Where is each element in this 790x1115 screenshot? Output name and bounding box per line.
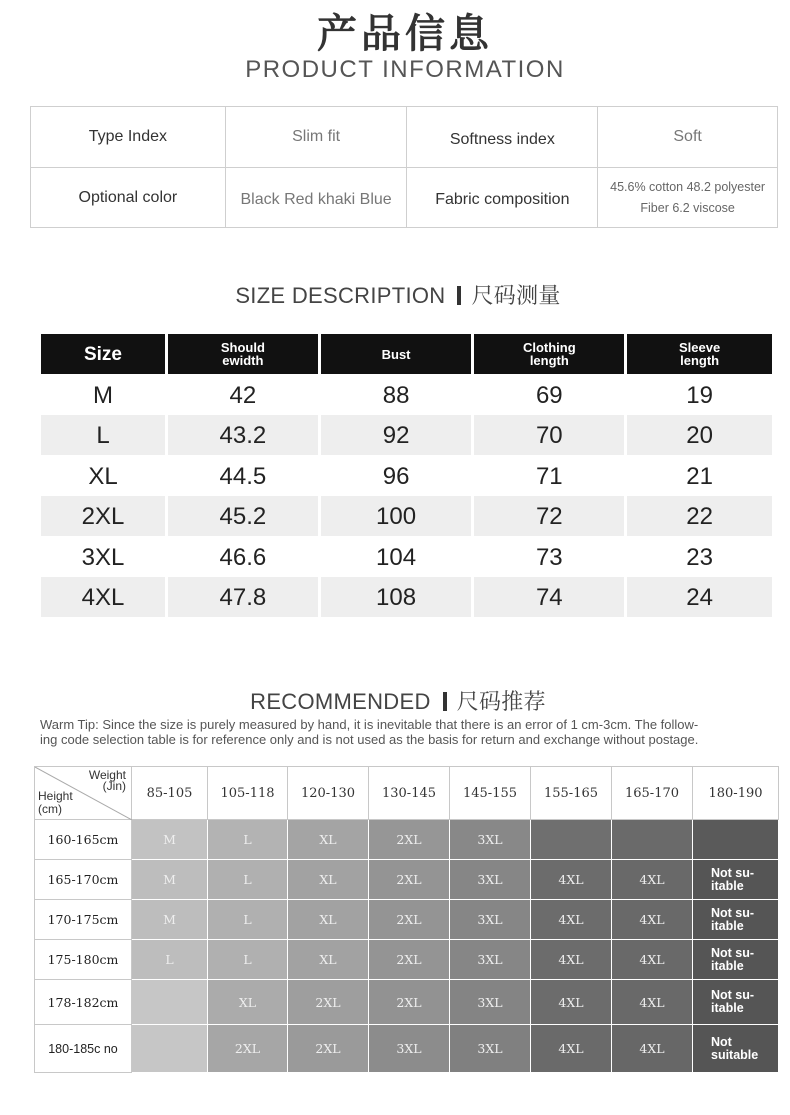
info-label-type-index: Type Index <box>31 107 226 168</box>
recommended-title-en: RECOMMENDED <box>250 689 431 714</box>
not-suitable-line-2: itable <box>711 918 744 933</box>
recommendation-row <box>35 980 779 1025</box>
recommendation-row <box>35 1025 779 1073</box>
size-row-m <box>41 374 772 415</box>
recommended-size-cell: 2XL <box>369 900 450 940</box>
corner-cm-label: (cm) <box>38 802 62 816</box>
size-description-heading <box>0 279 790 310</box>
info-row <box>31 168 778 228</box>
shoulder-cell: 42 <box>229 381 257 409</box>
recommended-size-cell: XL <box>288 900 369 940</box>
recommended-size-cell: XL <box>288 860 369 900</box>
header-shoulder-line-1: Should <box>220 340 265 355</box>
not-suitable-cell <box>693 860 779 900</box>
info-value-type-index: Slim fit <box>225 107 407 168</box>
recommended-size-cell: 2XL <box>369 980 450 1025</box>
size-description-title-cn: 尺码测量 <box>471 284 561 309</box>
sleeve-cell: 24 <box>627 577 772 618</box>
recommended-size-cell: 4XL <box>612 860 693 900</box>
header-length-line-1: Clothing <box>522 340 576 355</box>
warm-tip <box>40 717 785 747</box>
weight-header-row <box>35 767 779 820</box>
recommended-size-cell: 2XL <box>208 1025 288 1073</box>
weight-header: 85-105 <box>132 767 208 820</box>
recommended-size-cell: 3XL <box>369 1025 450 1073</box>
not-suitable-line-1: Not su- <box>711 945 755 960</box>
recommended-size-cell <box>132 980 208 1025</box>
info-label-fabric-composition: Fabric composition <box>407 168 598 228</box>
not-suitable-line-2: suitable <box>711 1047 759 1062</box>
not-suitable-line-2: itable <box>711 1001 744 1015</box>
corner-cell <box>35 767 132 820</box>
recommended-size-cell: 4XL <box>612 940 693 980</box>
recommended-heading <box>0 685 790 716</box>
recommended-size-cell: 2XL <box>288 980 369 1025</box>
recommended-size-cell: 3XL <box>450 980 531 1025</box>
bust-cell: 96 <box>382 462 410 490</box>
size-cell: XL <box>88 462 118 490</box>
not-suitable-line-1: Not su- <box>711 988 755 1002</box>
shoulder-cell: 43.2 <box>168 415 318 456</box>
sleeve-cell: 21 <box>686 462 713 490</box>
shoulder-cell: 44.5 <box>219 462 267 490</box>
weight-header: 120-130 <box>288 767 369 820</box>
length-cell: 74 <box>474 577 624 618</box>
weight-header: 155-165 <box>531 767 612 820</box>
weight-header: 145-155 <box>450 767 531 820</box>
recommended-size-cell: 3XL <box>450 940 531 980</box>
not-suitable-line-2: itable <box>711 958 744 973</box>
recommendation-row <box>35 820 779 860</box>
sleeve-cell: 23 <box>686 543 713 571</box>
not-suitable-cell <box>693 940 779 980</box>
not-suitable-line-2: itable <box>711 878 744 893</box>
height-label: 165-170cm <box>35 860 132 900</box>
warm-tip-line-2: ing code selection table is for reference only and is not used as the basis for return and exchange without postage. <box>40 732 699 747</box>
info-label-softness-index: Softness index <box>407 107 598 168</box>
sleeve-cell: 22 <box>627 496 772 537</box>
size-row-3xl <box>41 536 772 577</box>
recommended-size-cell: XL <box>288 940 369 980</box>
recommended-size-cell: 3XL <box>450 900 531 940</box>
height-label: 180-185c no <box>35 1025 132 1073</box>
recommended-size-cell: 2XL <box>288 1025 369 1073</box>
recommended-size-cell: 3XL <box>450 1025 531 1073</box>
corner-weight-label: Weight <box>88 768 126 782</box>
height-label: 160-165cm <box>35 820 132 860</box>
not-suitable-cell <box>693 980 779 1025</box>
length-cell: 73 <box>535 543 563 571</box>
recommended-size-cell: 2XL <box>369 940 450 980</box>
shoulder-cell: 45.2 <box>168 496 318 537</box>
corner-jin-label: (Jin) <box>102 779 126 793</box>
recommended-size-cell: L <box>132 940 208 980</box>
header-sleeve-line-2: length <box>680 353 720 368</box>
recommended-size-cell: L <box>208 940 288 980</box>
length-cell: 69 <box>535 381 563 409</box>
product-info-table <box>30 106 778 228</box>
weight-header: 105-118 <box>208 767 288 820</box>
header-clothing-length <box>474 334 624 374</box>
recommended-size-cell: 4XL <box>531 860 612 900</box>
size-table-header <box>41 334 772 374</box>
bust-cell: 104 <box>376 543 417 571</box>
corner-height-label: Height <box>38 789 73 803</box>
recommended-size-cell <box>693 820 779 860</box>
size-cell: 4XL <box>41 577 165 618</box>
size-row-2xl <box>41 496 772 537</box>
weight-header: 130-145 <box>369 767 450 820</box>
bust-cell: 100 <box>321 496 472 537</box>
size-row-4xl <box>41 577 772 618</box>
shoulder-cell: 46.6 <box>219 543 267 571</box>
recommended-size-cell: M <box>132 820 208 860</box>
not-suitable-cell <box>693 900 779 940</box>
recommended-size-cell: 4XL <box>612 980 693 1025</box>
size-row-xl <box>41 455 772 496</box>
weight-header: 165-170 <box>612 767 693 820</box>
size-cell: 2XL <box>41 496 165 537</box>
height-label: 170-175cm <box>35 900 132 940</box>
recommended-size-cell: 2XL <box>369 860 450 900</box>
title-divider-bar <box>457 286 461 305</box>
sleeve-cell: 19 <box>686 381 713 409</box>
size-row-l <box>41 415 772 456</box>
shoulder-cell: 47.8 <box>168 577 318 618</box>
recommendation-row <box>35 940 779 980</box>
header-length-line-2: length <box>529 353 569 368</box>
recommendation-row <box>35 860 779 900</box>
recommended-title-cn: 尺码推荐 <box>456 690 546 715</box>
recommended-size-cell: 4XL <box>612 900 693 940</box>
not-suitable-line-1: Not su- <box>711 865 755 880</box>
height-label: 175-180cm <box>35 940 132 980</box>
size-cell: 3XL <box>81 543 125 571</box>
composition-line-2: Fiber 6.2 viscose <box>640 200 735 215</box>
bust-cell: 88 <box>382 381 410 409</box>
recommended-size-cell: L <box>208 820 288 860</box>
recommended-size-cell: 2XL <box>369 820 450 860</box>
not-suitable-line-1: Not su- <box>711 905 755 920</box>
not-suitable-cell <box>693 1025 779 1073</box>
bust-cell: 108 <box>321 577 472 618</box>
header-shoulder-width <box>168 334 318 374</box>
height-label: 178-182cm <box>35 980 132 1025</box>
page-title-cn: 产品信息 <box>317 11 493 57</box>
info-row <box>31 107 778 168</box>
sleeve-cell: 20 <box>627 415 772 456</box>
title-divider-bar <box>443 692 447 711</box>
size-cell: L <box>41 415 165 456</box>
recommended-size-cell <box>612 820 693 860</box>
header-shoulder-line-2: ewidth <box>222 353 264 368</box>
recommended-size-cell: 4XL <box>531 900 612 940</box>
recommended-size-cell: XL <box>288 820 369 860</box>
info-value-optional-color: Black Red khaki Blue <box>225 168 407 228</box>
header-size: Size <box>41 334 165 374</box>
header-bust: Bust <box>321 334 472 374</box>
recommended-size-cell: 4XL <box>531 940 612 980</box>
recommended-size-cell: 3XL <box>450 820 531 860</box>
info-value-fabric-composition <box>598 168 778 228</box>
length-cell: 71 <box>535 462 563 490</box>
recommended-size-cell: 4XL <box>531 980 612 1025</box>
size-cell: M <box>93 381 113 409</box>
recommendation-table <box>34 766 779 1073</box>
recommended-size-cell: XL <box>208 980 288 1025</box>
info-label-optional-color: Optional color <box>31 168 226 228</box>
recommended-size-cell: M <box>132 860 208 900</box>
recommended-size-cell: L <box>208 900 288 940</box>
warm-tip-line-1: Warm Tip: Since the size is purely measured by hand, it is inevitable that there is an error of 1 cm-3cm. The follow- <box>40 717 699 732</box>
bust-cell: 92 <box>321 415 472 456</box>
page-title-en: PRODUCT INFORMATION <box>245 56 565 83</box>
recommendation-row <box>35 900 779 940</box>
recommended-size-cell <box>531 820 612 860</box>
length-cell: 72 <box>474 496 624 537</box>
recommended-size-cell: 4XL <box>531 1025 612 1073</box>
not-suitable-line-1: Not <box>711 1034 732 1049</box>
recommended-size-cell: 3XL <box>450 860 531 900</box>
header-sleeve-length <box>627 334 772 374</box>
length-cell: 70 <box>474 415 624 456</box>
header-sleeve-line-1: Sleeve <box>679 340 721 355</box>
info-value-softness: Soft <box>598 107 778 168</box>
weight-header: 180-190 <box>693 767 779 820</box>
recommended-size-cell: L <box>208 860 288 900</box>
size-description-title-en: SIZE DESCRIPTION <box>235 283 446 308</box>
recommended-size-cell: 4XL <box>612 1025 693 1073</box>
recommended-size-cell <box>132 1025 208 1073</box>
size-table <box>38 334 775 617</box>
composition-line-1: 45.6% cotton 48.2 polyester <box>610 179 766 194</box>
recommended-size-cell: M <box>132 900 208 940</box>
